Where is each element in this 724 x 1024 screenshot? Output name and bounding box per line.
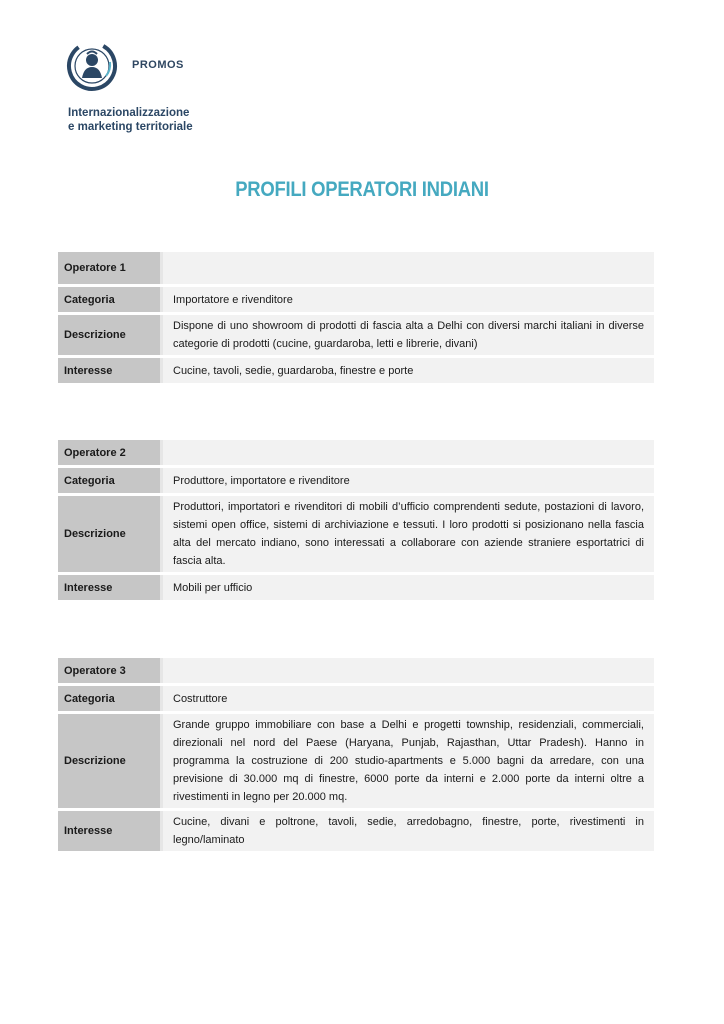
operator-table-2: [58, 437, 654, 603]
operator-name-row: [58, 440, 654, 465]
operator-name-row: [58, 252, 654, 284]
operator-name-value: [163, 658, 654, 683]
categoria-label: Categoria: [58, 287, 163, 312]
descrizione-row: [58, 496, 654, 572]
descrizione-row: [58, 714, 654, 808]
operator-table-1: [58, 249, 654, 386]
categoria-value: Produttore, importatore e rivenditore: [163, 468, 654, 493]
descrizione-value: Dispone di uno showroom di prodotti di fascia alta a Delhi con diversi marchi italiani in diverse categorie di prodotti (cucine, guardaroba, letti e librerie, divani): [163, 315, 654, 355]
categoria-label: Categoria: [58, 468, 163, 493]
page-title: PROFILI OPERATORI INDIANI: [235, 178, 489, 201]
logo-tagline: [68, 106, 193, 134]
operator-name: Operatore 2: [58, 440, 163, 465]
descrizione-value: Grande gruppo immobiliare con base a Delhi e progetti township, residenziali, commerciali, direzionali nel nord del Paese (Haryana, Punjab, Rajasthan, Uttar Pradesh). Hanno in programma la costruzione di 200 studio-apartments e 5.000 bagni da arredare, con una previsione di 30.000 mq di finestre, 6000 porte da interni e 2.000 porte da interni oltre a rivestimenti in legno per 20.000 mq.: [163, 714, 654, 808]
categoria-value: Importatore e rivenditore: [163, 287, 654, 312]
categoria-value: Costruttore: [163, 686, 654, 711]
interesse-row: [58, 811, 654, 851]
logo-tagline-line-2: e marketing territoriale: [68, 121, 193, 133]
operator-name-value: [163, 440, 654, 465]
operator-name-row: [58, 658, 654, 683]
operator-name: Operatore 3: [58, 658, 163, 683]
categoria-row: [58, 468, 654, 493]
promos-logo: [66, 40, 206, 140]
operator-name-value: [163, 252, 654, 284]
descrizione-label: Descrizione: [58, 496, 163, 572]
operator-table-3: [58, 655, 654, 854]
logo-brand-name: PROMOS: [132, 59, 184, 71]
operator-name: Operatore 1: [58, 252, 163, 284]
interesse-row: [58, 358, 654, 383]
interesse-label: Interesse: [58, 811, 163, 851]
descrizione-label: Descrizione: [58, 714, 163, 808]
interesse-value: Mobili per ufficio: [163, 575, 654, 600]
categoria-row: [58, 686, 654, 711]
promos-head-logo-icon: [66, 40, 118, 92]
interesse-label: Interesse: [58, 575, 163, 600]
categoria-row: [58, 287, 654, 312]
descrizione-label: Descrizione: [58, 315, 163, 355]
interesse-label: Interesse: [58, 358, 163, 383]
descrizione-row: [58, 315, 654, 355]
categoria-label: Categoria: [58, 686, 163, 711]
logo-tagline-line-1: Internazionalizzazione: [68, 107, 190, 119]
interesse-row: [58, 575, 654, 600]
interesse-value: Cucine, divani e poltrone, tavoli, sedie, arredobagno, finestre, porte, rivestimenti in legno/laminato: [163, 811, 654, 851]
descrizione-value: Produttori, importatori e rivenditori di mobili d’ufficio comprendenti sedute, postazioni di lavoro, sistemi open office, sistemi di archiviazione e tessuti. I loro prodotti si posizionano nella fascia alta del mercato indiano, sono interessati a collaborare con aziende straniere esportatrici di fascia alta.: [163, 496, 654, 572]
interesse-value: Cucine, tavoli, sedie, guardaroba, finestre e porte: [163, 358, 654, 383]
